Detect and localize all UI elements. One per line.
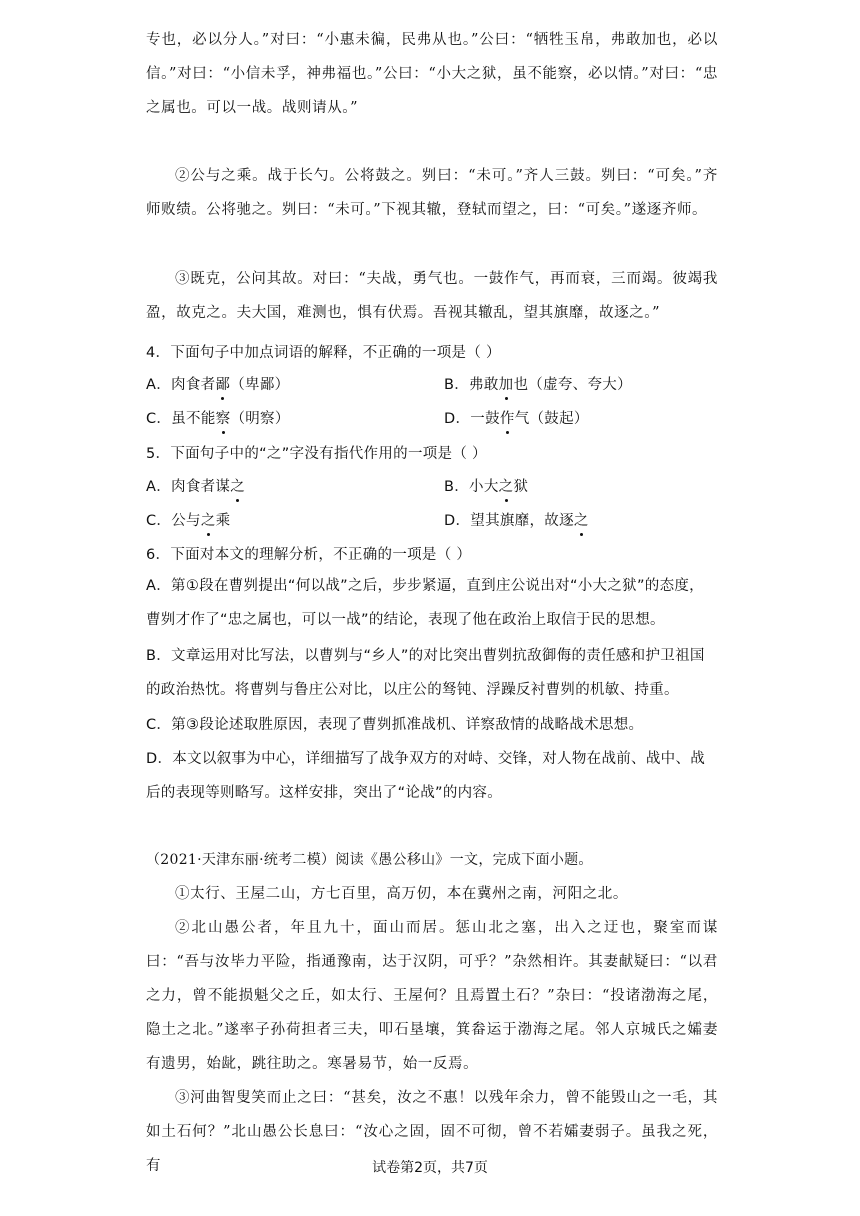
option-text: C．虽不能 xyxy=(146,411,216,427)
option-text: 乘 xyxy=(215,513,231,529)
dotted-word: 鄙 xyxy=(215,377,231,393)
passage2-paragraph-1: ①太行、王屋二山，方七百里，高万仞，本在冀州之南，河阳之北。 xyxy=(175,886,628,902)
passage2-paragraph-2: ②北山愚公者，年且九十，面山而居。惩山北之塞，出入之迂也，聚室而谋曰：“吾与汝毕力平险，指通豫南，达于汉阴，可乎？”杂然相许。其妻献疑曰：“以君之力，曾不能损魁父之丘，如太行、王屋何？且焉置土石？”杂曰：“投诸渤海之尾，隐土之北。”遂率子孙荷担者三夫，叩石垦壤，箕畚运于渤海之尾。邻人京城氏之孀妻有遗男，始龀，跳往助之。寒暑易节，始一反焉。 xyxy=(146,920,718,1072)
passage2-paragraph-3: ③河曲智叟笑而止之曰：“甚矣，汝之不惠！以残年余力，曾不能毁山之一毛，其如土石何？”北山愚公长息曰：“汝心之固，固不可彻，曾不若孀妻弱子。虽我之死，有 xyxy=(146,1090,718,1174)
option-text: 也（虚夸、夸大） xyxy=(513,377,632,393)
passage1-paragraph-3: ③既克，公问其故。对曰：“夫战，勇气也。一鼓作气，再而衰，三而竭。彼竭我盈，故克之。夫大国，难测也，惧有伏焉。吾视其辙乱，望其旗靡，故逐之。” xyxy=(146,271,718,321)
passage1-paragraph-1-continued: 专也，必以分人。”对曰：“小惠未徧，民弗从也。”公曰：“牺牲玉帛，弗敢加也，必以信。”对曰：“小信未孚，神弗福也。”公曰：“小大之狱，虽不能察，必以情。”对曰：“忠之属也。可以一战。战则请从。” xyxy=(146,32,718,116)
option-text: A．肉食者 xyxy=(146,377,216,393)
option-text: D．一鼓 xyxy=(444,411,500,427)
passage1-paragraph-2: ②公与之乘。战于长勺。公将鼓之。刿曰：“未可。”齐人三鼓。刿曰：“可矣。”齐师败绩。公将驰之。刿曰：“未可。”下视其辙，登轼而望之，曰：“可矣。”遂逐齐师。 xyxy=(146,168,718,218)
question-6-option-c[interactable]: C．第③段论述取胜原因，表现了曹刿抓准战机、详察敌情的战略战术思想。 xyxy=(146,717,644,733)
question-5-option-a[interactable] xyxy=(146,477,245,497)
question-4-option-b[interactable] xyxy=(444,375,632,395)
question-5-stem: 5．下面句子中的“之”字没有指代作用的一项是（ ） xyxy=(146,446,487,462)
question-6-option-a[interactable]: A．第①段在曹刿提出“何以战”之后，步步紧逼，直到庄公说出对“小大之狱”的态度，曹刿才作了“忠之属也，可以一战”的结论，表现了他在政治上取信于民的思想。 xyxy=(146,578,704,628)
option-text: D．望其旗靡，故逐 xyxy=(444,513,574,529)
dotted-word: 加 xyxy=(498,377,514,393)
option-text: A．肉食者谋 xyxy=(146,479,231,495)
option-text: （卑鄙） xyxy=(230,377,290,393)
dotted-word: 之 xyxy=(200,513,216,529)
option-text: 狱 xyxy=(513,479,529,495)
question-6-option-d[interactable]: D．本文以叙事为中心，详细描写了战争双方的对峙、交锋，对人物在战前、战中、战后的表现等则略写。这样安排，突出了“论战”的内容。 xyxy=(146,751,706,801)
question-6-stem: 6．下面对本文的理解分析，不正确的一项是（ ） xyxy=(146,547,472,563)
question-4-option-a[interactable] xyxy=(146,375,289,395)
option-text: B．小大 xyxy=(444,479,499,495)
page-footer: 试卷第2页，共7页 xyxy=(372,1160,488,1176)
dotted-word: 之 xyxy=(573,513,589,529)
question-5-option-c[interactable] xyxy=(146,511,230,531)
dotted-word: 之 xyxy=(230,479,246,495)
option-text: 气（鼓起） xyxy=(514,411,589,427)
question-4-option-c[interactable] xyxy=(146,409,290,429)
option-text: B．弗敢 xyxy=(444,377,499,393)
dotted-word: 作 xyxy=(499,411,515,427)
question-4-option-d[interactable] xyxy=(444,409,589,429)
option-text: C．公与 xyxy=(146,513,201,529)
question-5-option-b[interactable] xyxy=(444,477,528,497)
dotted-word: 之 xyxy=(498,479,514,495)
question-4-stem: 4．下面句子中加点词语的解释，不正确的一项是（ ） xyxy=(146,345,501,361)
question-6-option-b[interactable]: B．文章运用对比写法，以曹刿与“乡人”的对比突出曹刿抗敌御侮的责任感和护卫祖国的政治热忱。将曹刿与鲁庄公对比，以庄公的驽钝、浮躁反衬曹刿的机敏、持重。 xyxy=(146,648,705,698)
passage2-intro: （2021·天津东丽·统考二模）阅读《愚公移山》一文，完成下面小题。 xyxy=(146,852,593,868)
option-text: （明察） xyxy=(230,411,290,427)
question-5-option-d[interactable] xyxy=(444,511,589,531)
dotted-word: 察 xyxy=(215,411,231,427)
